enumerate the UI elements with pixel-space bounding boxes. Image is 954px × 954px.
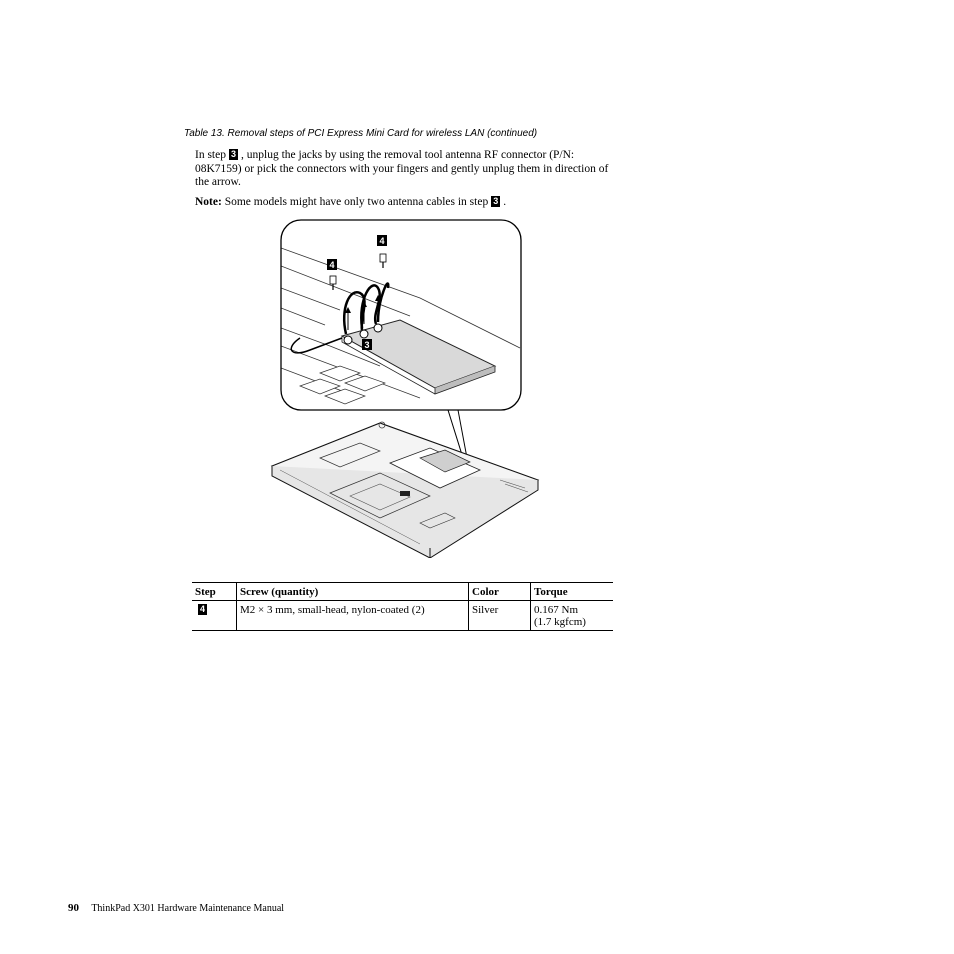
note-step-badge: 3 xyxy=(493,196,499,206)
note-end: . xyxy=(503,196,507,208)
detail-view xyxy=(281,220,521,410)
callout-label: 3 xyxy=(364,340,370,350)
cell-step xyxy=(192,601,237,631)
screw-icon xyxy=(330,276,336,290)
instruction-text-start: In step xyxy=(195,149,226,161)
cell-torque xyxy=(531,601,614,631)
note-label: Note: xyxy=(195,196,222,208)
callout-badge xyxy=(327,259,337,270)
instruction-text-end: , unplug the jacks by using the removal tool antenna RF connector (P/N: 08K7159) or pick the connectors with your fingers and gently unplug them in direction of the arrow. xyxy=(195,149,609,189)
page-number: 90 xyxy=(68,902,79,914)
callout-label: 4 xyxy=(329,260,335,270)
header-screw: Screw (quantity) xyxy=(237,583,469,601)
torque-kgfcm: (1.7 kgfcm) xyxy=(534,616,586,628)
cell-color: Silver xyxy=(469,601,531,631)
page-footer xyxy=(68,902,284,914)
cell-screw: M2 × 3 mm, small-head, nylon-coated (2) xyxy=(237,601,469,631)
callout-label: 4 xyxy=(379,236,385,246)
table-row xyxy=(192,601,613,631)
screw-table xyxy=(192,582,613,631)
instruction-paragraph xyxy=(195,149,615,190)
note-paragraph xyxy=(195,196,615,210)
note-text: Some models might have only two antenna cables in step xyxy=(224,196,489,208)
table-header-row xyxy=(192,583,613,601)
manual-title: ThinkPad X301 Hardware Maintenance Manual xyxy=(91,903,285,914)
screw-icon xyxy=(380,254,386,268)
callout-badge xyxy=(362,339,372,350)
callout-badge xyxy=(377,235,387,246)
step-badge: 3 xyxy=(230,149,236,159)
header-step: Step xyxy=(195,586,216,598)
torque-nm: 0.167 Nm xyxy=(534,604,578,616)
laptop-bottom xyxy=(272,422,538,558)
header-color: Color xyxy=(469,583,531,601)
header-torque: Torque xyxy=(531,583,614,601)
laptop-illustration xyxy=(260,218,550,558)
step-badge: 4 xyxy=(200,604,206,614)
table-caption: Table 13. Removal steps of PCI Express Mini Card for wireless LAN (continued) xyxy=(184,128,538,139)
